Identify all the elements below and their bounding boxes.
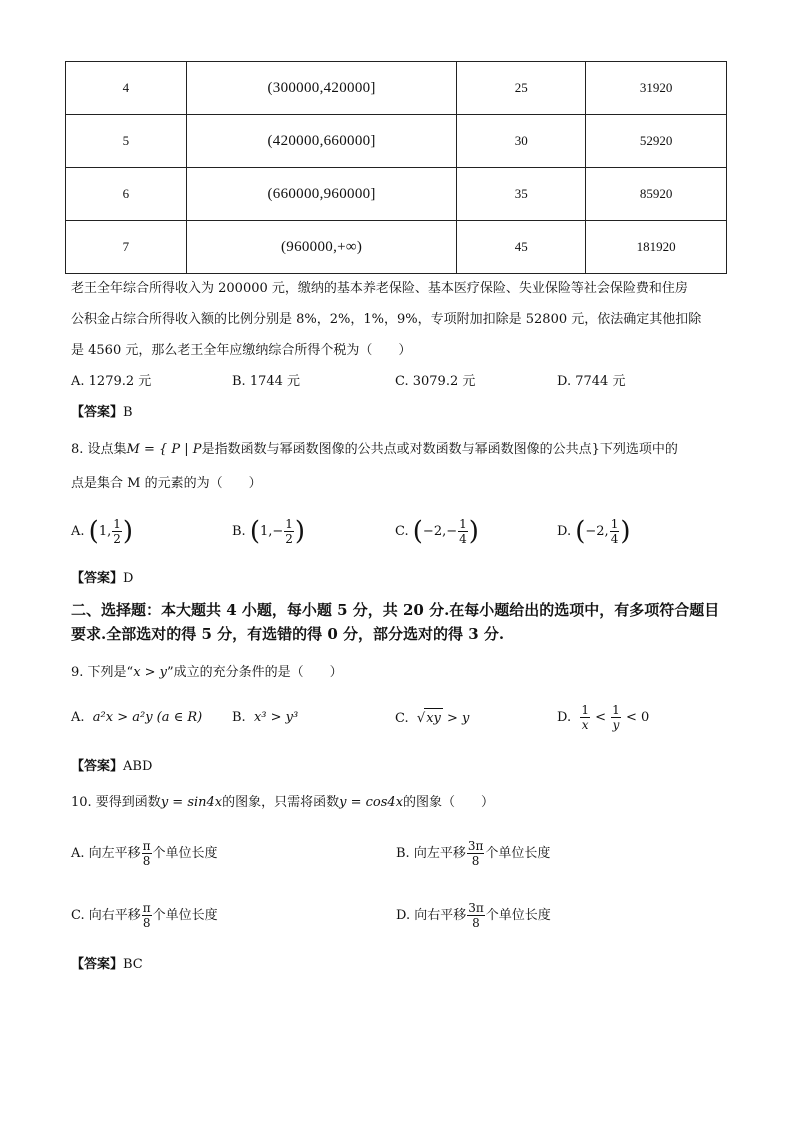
q8-stem-line1 — [71, 440, 678, 460]
cell-rate: 35 — [457, 168, 586, 221]
table-row — [66, 221, 727, 274]
option-expr: x³ > y³ — [253, 710, 299, 725]
answer-label: 【答案】 — [71, 571, 124, 586]
frac-den: 8 — [471, 854, 480, 868]
answer-value: B — [123, 405, 133, 420]
option-text: 个单位长度 — [152, 846, 218, 861]
answer-value: ABD — [123, 759, 153, 774]
q10-answer — [71, 955, 143, 975]
q7-option-a: A. 1279.2 元 — [71, 374, 152, 389]
q7-text-line2: 公积金占综合所得收入额的比例分别是 8%，2%，1%，9%，专项附加扣除是 52800 元，依法确定其他扣除 — [71, 312, 702, 327]
frac-num: 3π — [467, 839, 484, 853]
q7-option-b: B. 1744 元 — [232, 374, 301, 389]
option-expr: a²x > a²y (a ∈ R) — [92, 710, 203, 725]
q10-option-d — [396, 898, 551, 934]
option-text: B. 向左平移 — [396, 846, 466, 861]
q7-option-d: D. 7744 元 — [557, 374, 626, 389]
q10-function-2: y = cos4x — [339, 795, 404, 810]
table-row — [66, 62, 727, 115]
q10-option-b — [396, 836, 550, 872]
table-row — [66, 115, 727, 168]
frac-num: 1 — [285, 517, 293, 531]
cell-range: (300000,420000] — [186, 62, 457, 115]
frac-num: π — [142, 839, 151, 853]
frac-den: 4 — [459, 532, 467, 546]
q9-stem-post: ”成立的充分条件的是（ ） — [167, 665, 343, 680]
q9-option-d: D. $\frac{1}{x}$ < $\frac{1}{y}$ < 0 — [557, 703, 650, 732]
option-text: 个单位长度 — [485, 846, 551, 861]
option-coord: −2, — [585, 524, 609, 539]
section-2-heading: 二、选择题：本大题共 4 小题，每小题 5 分，共 20 分.在每小题给出的选项中，有多项符合题目要求.全部选对的得 5 分，有选错的得 0 分，部分选对的得 3 分. — [71, 601, 720, 643]
option-coord: −2,− — [422, 524, 458, 539]
option-label: B. — [232, 710, 246, 725]
q9-option-c: C. √xy > y — [395, 708, 469, 729]
answer-value: BC — [123, 957, 143, 972]
frac-num: 1 — [610, 517, 619, 531]
frac-den: 2 — [285, 532, 293, 546]
option-label: D. — [557, 524, 572, 539]
option-text: 个单位长度 — [152, 908, 218, 923]
frac-den: 4 — [610, 532, 619, 546]
cell-level: 6 — [66, 168, 187, 221]
frac-num: 1 — [459, 517, 467, 531]
answer-label: 【答案】 — [71, 759, 124, 774]
q10-stem — [71, 793, 494, 813]
cell-deduction: 52920 — [586, 115, 727, 168]
q9-answer — [71, 757, 152, 777]
cell-rate: 45 — [457, 221, 586, 274]
tax-table-body — [66, 62, 727, 274]
q8-stem-line2: 点是集合 M 的元素的为（ ） — [71, 476, 262, 491]
q9-stem-expr: x > y — [133, 665, 168, 680]
option-label: D. — [557, 710, 572, 725]
option-expr: > y — [442, 711, 470, 726]
answer-label: 【答案】 — [71, 957, 124, 972]
tax-bracket-table — [65, 61, 727, 274]
q10-option-a — [71, 836, 218, 872]
q9-stem-pre: 9. 下列是“ — [71, 665, 134, 680]
q10-stem-pre: 10. 要得到函数 — [71, 795, 161, 810]
q8-set-expression: M = { P | P — [126, 442, 202, 457]
option-coord: 1, — [98, 524, 112, 539]
answer-label: 【答案】 — [71, 405, 124, 420]
q10-option-c — [71, 898, 218, 934]
cell-level: 5 — [66, 115, 187, 168]
option-text: D. 向右平移 — [396, 908, 467, 923]
sqrt-radicand: xy — [424, 708, 443, 729]
cell-range: (420000,660000] — [186, 115, 457, 168]
cell-rate: 30 — [457, 115, 586, 168]
frac-den: 2 — [113, 532, 121, 546]
q8-answer — [71, 569, 133, 589]
q9-option-a — [71, 708, 202, 728]
q7-answer — [71, 403, 133, 423]
option-coord: 1,− — [259, 524, 284, 539]
q8-option-a: A. (1, $\frac{1}{2}$ ) — [71, 516, 134, 547]
option-label: B. — [232, 524, 246, 539]
option-text: A. 向左平移 — [71, 846, 141, 861]
q8-option-b: B. (1,− $\frac{1}{2}$ ) — [232, 516, 306, 547]
q8-number: 8. 设点集 — [71, 442, 127, 457]
cell-deduction: 31920 — [586, 62, 727, 115]
option-label: A. — [71, 710, 85, 725]
option-label: C. — [395, 711, 409, 726]
q10-stem-mid: 的图象，只需将函数 — [222, 795, 340, 810]
table-row — [66, 168, 727, 221]
q7-text-line1: 老王全年综合所得收入为 200000 元，缴纳的基本养老保险、基本医疗保险、失业保险等社会保险费和住房 — [71, 281, 688, 296]
cell-level: 7 — [66, 221, 187, 274]
answer-value: D — [123, 571, 134, 586]
q7-text-line3: 是 4560 元，那么老王全年应缴纳综合所得个税为（ ） — [71, 343, 412, 358]
q8-option-c: C. (−2,− $\frac{1}{4}$ ) — [395, 516, 479, 547]
frac-num: 1 — [113, 517, 121, 531]
q10-stem-post: 的图象（ ） — [403, 795, 495, 810]
cell-rate: 25 — [457, 62, 586, 115]
cell-level: 4 — [66, 62, 187, 115]
frac-den: 8 — [472, 916, 480, 930]
q7-option-c: C. 3079.2 元 — [395, 374, 476, 389]
frac-num: 3π — [468, 901, 484, 915]
option-text: C. 向右平移 — [71, 908, 141, 923]
cell-range: (960000,+∞) — [186, 221, 457, 274]
option-label: A. — [71, 524, 85, 539]
frac-den: 8 — [142, 854, 151, 868]
q8-stem-text: 是指数函数与幂函数图像的公共点或对数函数与幂函数图像的公共点}下列选项中的 — [201, 442, 678, 457]
q9-stem — [71, 663, 343, 683]
option-label: C. — [395, 524, 409, 539]
cell-range: (660000,960000] — [186, 168, 457, 221]
q9-option-b — [232, 708, 298, 728]
q10-function-1: y = sin4x — [160, 795, 223, 810]
frac-num: π — [142, 901, 151, 915]
q8-option-d: D. (−2, $\frac{1}{4}$ ) — [557, 516, 631, 547]
cell-deduction: 85920 — [586, 168, 727, 221]
cell-deduction: 181920 — [586, 221, 727, 274]
option-text: 个单位长度 — [485, 908, 551, 923]
frac-den: 8 — [142, 916, 151, 930]
